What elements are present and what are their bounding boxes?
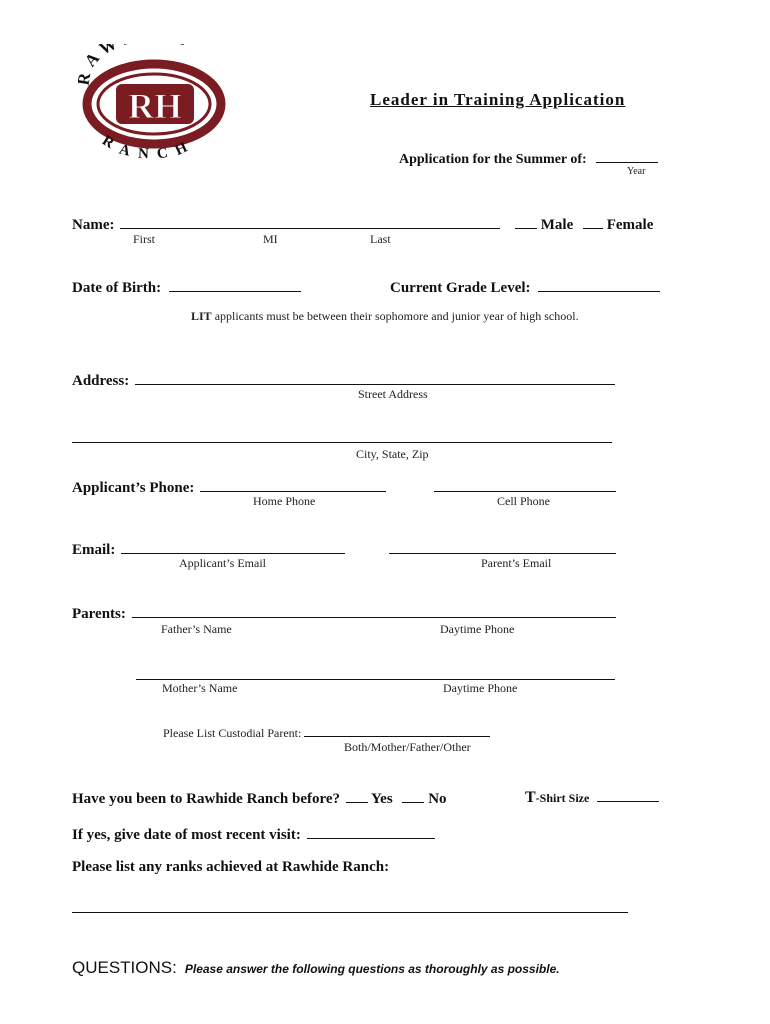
home-phone-hint: Home Phone xyxy=(253,494,316,508)
visited-no-label: No xyxy=(428,791,447,807)
cell-phone-field[interactable] xyxy=(434,477,616,492)
questions-instruction: Please answer the following questions as thoroughly as possible. xyxy=(184,962,560,976)
phone-label: Applicant’s Phone: xyxy=(72,480,195,496)
rawhide-ranch-logo xyxy=(78,44,228,174)
tshirt-t: T xyxy=(525,789,536,806)
applicant-email-hint: Applicant’s Email xyxy=(179,556,266,570)
visited-yes-field[interactable] xyxy=(346,788,368,803)
name-label: Name: xyxy=(72,217,115,233)
lit-note-bold: LIT xyxy=(191,309,212,323)
cell-phone-hint: Cell Phone xyxy=(497,494,550,508)
recent-visit-label: If yes, give date of most recent visit: xyxy=(72,827,301,843)
mother-hint: Mother’s Name xyxy=(162,681,238,695)
year-hint: Year xyxy=(627,166,646,177)
lit-note xyxy=(191,309,579,324)
mother-daytime-hint: Daytime Phone xyxy=(443,681,518,695)
name-field[interactable] xyxy=(120,214,500,229)
mother-field[interactable] xyxy=(136,665,615,680)
questions-heading: QUESTIONS: xyxy=(72,958,177,977)
father-field[interactable] xyxy=(132,603,616,618)
visited-no-field[interactable] xyxy=(402,788,424,803)
summer-label: Application for the Summer of: xyxy=(399,152,587,167)
female-field[interactable] xyxy=(583,214,603,229)
city-state-zip-field[interactable] xyxy=(72,428,612,443)
father-daytime-hint: Daytime Phone xyxy=(440,622,515,636)
recent-visit-field[interactable] xyxy=(307,824,435,839)
first-hint: First xyxy=(133,232,156,246)
male-label: Male xyxy=(540,217,574,233)
custodial-hint: Both/Mother/Father/Other xyxy=(344,740,471,754)
grade-label: Current Grade Level: xyxy=(390,280,531,296)
address-label: Address: xyxy=(72,373,130,389)
tshirt-size-field[interactable] xyxy=(597,787,659,802)
home-phone-field[interactable] xyxy=(200,477,386,492)
lit-note-text: applicants must be between their sophomore and junior year of high school. xyxy=(211,309,579,323)
svg-text:RAWHIDE: AW xyxy=(80,44,126,71)
city-state-zip-hint: City, State, Zip xyxy=(356,447,429,461)
tshirt-label: -Shirt Size xyxy=(535,791,590,805)
ranks-field[interactable] xyxy=(72,898,628,913)
custodial-field[interactable] xyxy=(304,726,490,737)
custodial-label: Please List Custodial Parent: xyxy=(163,726,302,740)
summer-year-field[interactable] xyxy=(596,148,658,163)
street-address-hint: Street Address xyxy=(358,387,428,401)
parent-email-field[interactable] xyxy=(389,539,616,554)
svg-text:RH: RH xyxy=(128,86,182,126)
visited-label: Have you been to Rawhide Ranch before? xyxy=(72,791,341,807)
svg-text:RANCH: RANCH xyxy=(99,132,199,163)
last-hint: Last xyxy=(370,232,391,246)
applicant-email-field[interactable] xyxy=(121,539,345,554)
parents-label: Parents: xyxy=(72,606,126,622)
visited-yes-label: Yes xyxy=(371,791,393,807)
male-field[interactable] xyxy=(515,214,537,229)
dob-label: Date of Birth: xyxy=(72,280,162,296)
form-title: Leader in Training Application xyxy=(370,90,626,109)
female-label: Female xyxy=(606,217,654,233)
father-hint: Father’s Name xyxy=(161,622,232,636)
parent-email-hint: Parent’s Email xyxy=(481,556,552,570)
street-address-field[interactable] xyxy=(135,370,615,385)
grade-field[interactable] xyxy=(538,277,660,292)
mi-hint: MI xyxy=(263,232,278,246)
dob-field[interactable] xyxy=(169,277,301,292)
ranks-label: Please list any ranks achieved at Rawhide Ranch: xyxy=(72,859,390,875)
email-label: Email: xyxy=(72,542,116,558)
